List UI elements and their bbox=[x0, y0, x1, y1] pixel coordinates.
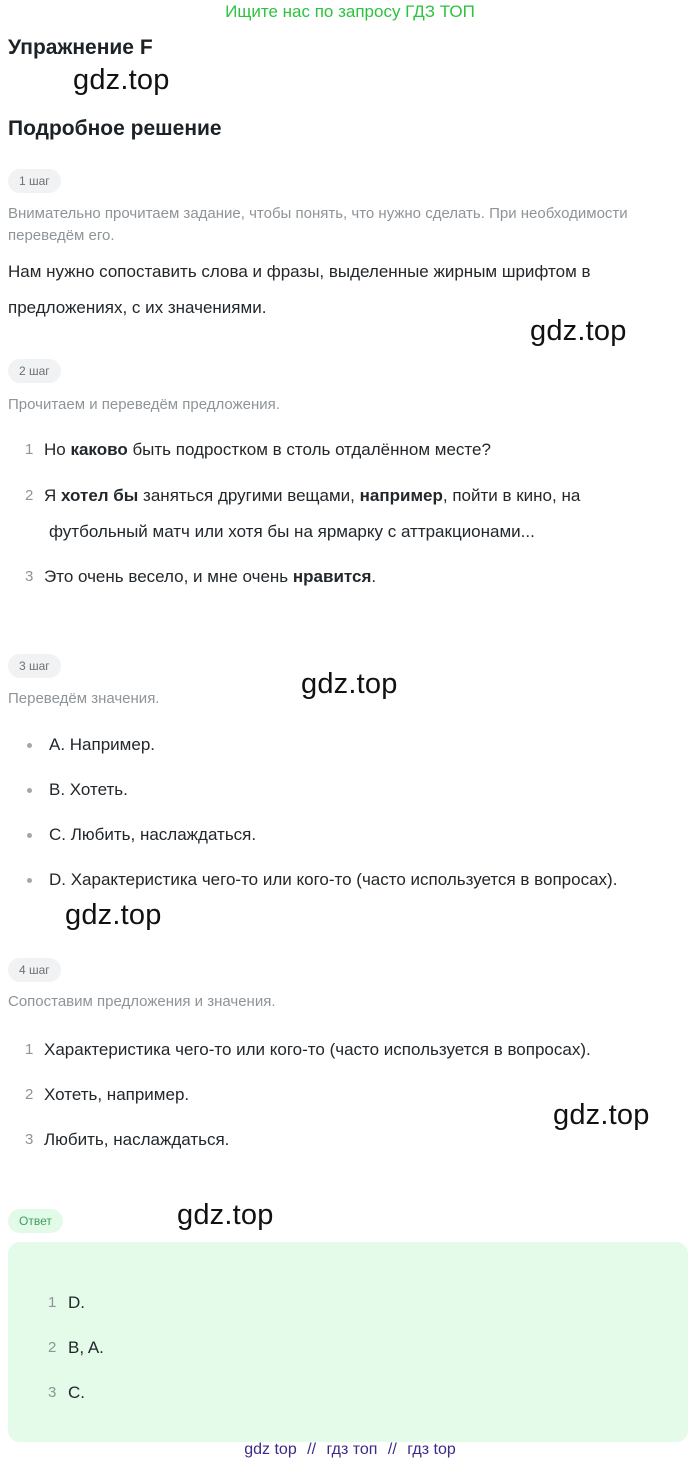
step-4-hint: Сопоставим предложения и значения. bbox=[8, 993, 276, 1010]
match-1: Характеристика чего-то или кого-то (часто используется в вопросах). bbox=[44, 1040, 591, 1059]
answer-2: B, A. bbox=[68, 1338, 104, 1357]
list-number: 1 bbox=[25, 441, 34, 458]
search-banner: Ищите нас по запросу ГДЗ ТОП bbox=[225, 2, 475, 21]
answer-box bbox=[8, 1242, 688, 1442]
bullet-icon bbox=[27, 833, 32, 838]
meaning-b: B. Хотеть. bbox=[49, 780, 128, 799]
step-1-hint: Внимательно прочитаем задание, чтобы понять, что нужно сделать. При необходимости переведём его. bbox=[8, 205, 628, 244]
list-number: 3 bbox=[48, 1384, 57, 1401]
answer-badge: Ответ bbox=[8, 1209, 63, 1233]
watermark: gdz.top bbox=[530, 315, 627, 347]
list-number: 3 bbox=[25, 568, 34, 585]
bullet-icon bbox=[27, 878, 32, 883]
list-number: 2 bbox=[48, 1339, 57, 1356]
watermark: gdz.top bbox=[65, 899, 162, 931]
footer-links bbox=[0, 1441, 700, 1459]
sentence-1: Но каково быть подростком в столь отдалённом месте? bbox=[44, 440, 491, 459]
list-number: 3 bbox=[25, 1131, 34, 1148]
solution-heading: Подробное решение bbox=[8, 117, 222, 140]
match-3: Любить, наслаждаться. bbox=[44, 1130, 230, 1149]
sentence-2-line-1: Я хотел бы заняться другими вещами, например, пойти в кино, на bbox=[44, 486, 581, 505]
step-2-hint: Прочитаем и переведём предложения. bbox=[8, 396, 280, 413]
match-2: Хотеть, например. bbox=[44, 1085, 190, 1104]
footer-link[interactable]: гдз топ bbox=[326, 1441, 378, 1458]
answer-1: D. bbox=[68, 1293, 85, 1312]
footer-separator: // bbox=[387, 1441, 397, 1458]
watermark: gdz.top bbox=[177, 1199, 274, 1231]
step-badge-3: 3 шаг bbox=[8, 654, 61, 678]
list-number: 2 bbox=[25, 487, 34, 504]
watermark: gdz.top bbox=[553, 1099, 650, 1131]
step-1-text-line-1: Нам нужно сопоставить слова и фразы, выделенные жирным шрифтом в bbox=[8, 262, 591, 281]
footer-separator: // bbox=[307, 1441, 317, 1458]
list-number: 2 bbox=[25, 1086, 34, 1103]
sentence-3: Это очень весело, и мне очень нравится. bbox=[44, 567, 377, 586]
list-number: 1 bbox=[48, 1294, 57, 1311]
step-1-text-line-2: предложениях, с их значениями. bbox=[8, 298, 267, 317]
watermark: gdz.top bbox=[301, 668, 398, 700]
watermark: gdz.top bbox=[73, 64, 170, 96]
step-3-hint: Переведём значения. bbox=[8, 690, 160, 707]
meaning-d: D. Характеристика чего-то или кого-то (часто используется в вопросах). bbox=[49, 870, 618, 889]
step-badge-1: 1 шаг bbox=[8, 169, 61, 193]
meaning-a: A. Например. bbox=[49, 735, 155, 754]
footer-link[interactable]: гдз top bbox=[407, 1441, 456, 1458]
footer-link[interactable]: gdz top bbox=[244, 1441, 297, 1458]
step-badge-4: 4 шаг bbox=[8, 958, 61, 982]
bullet-icon bbox=[27, 788, 32, 793]
step-badge-2: 2 шаг bbox=[8, 359, 61, 383]
bullet-icon bbox=[27, 743, 32, 748]
exercise-title: Упражнение F bbox=[8, 36, 153, 59]
answer-3: C. bbox=[68, 1383, 85, 1402]
sentence-2-line-2: футбольный матч или хотя бы на ярмарку с аттракционами... bbox=[49, 522, 535, 541]
meaning-c: C. Любить, наслаждаться. bbox=[49, 825, 257, 844]
list-number: 1 bbox=[25, 1041, 34, 1058]
